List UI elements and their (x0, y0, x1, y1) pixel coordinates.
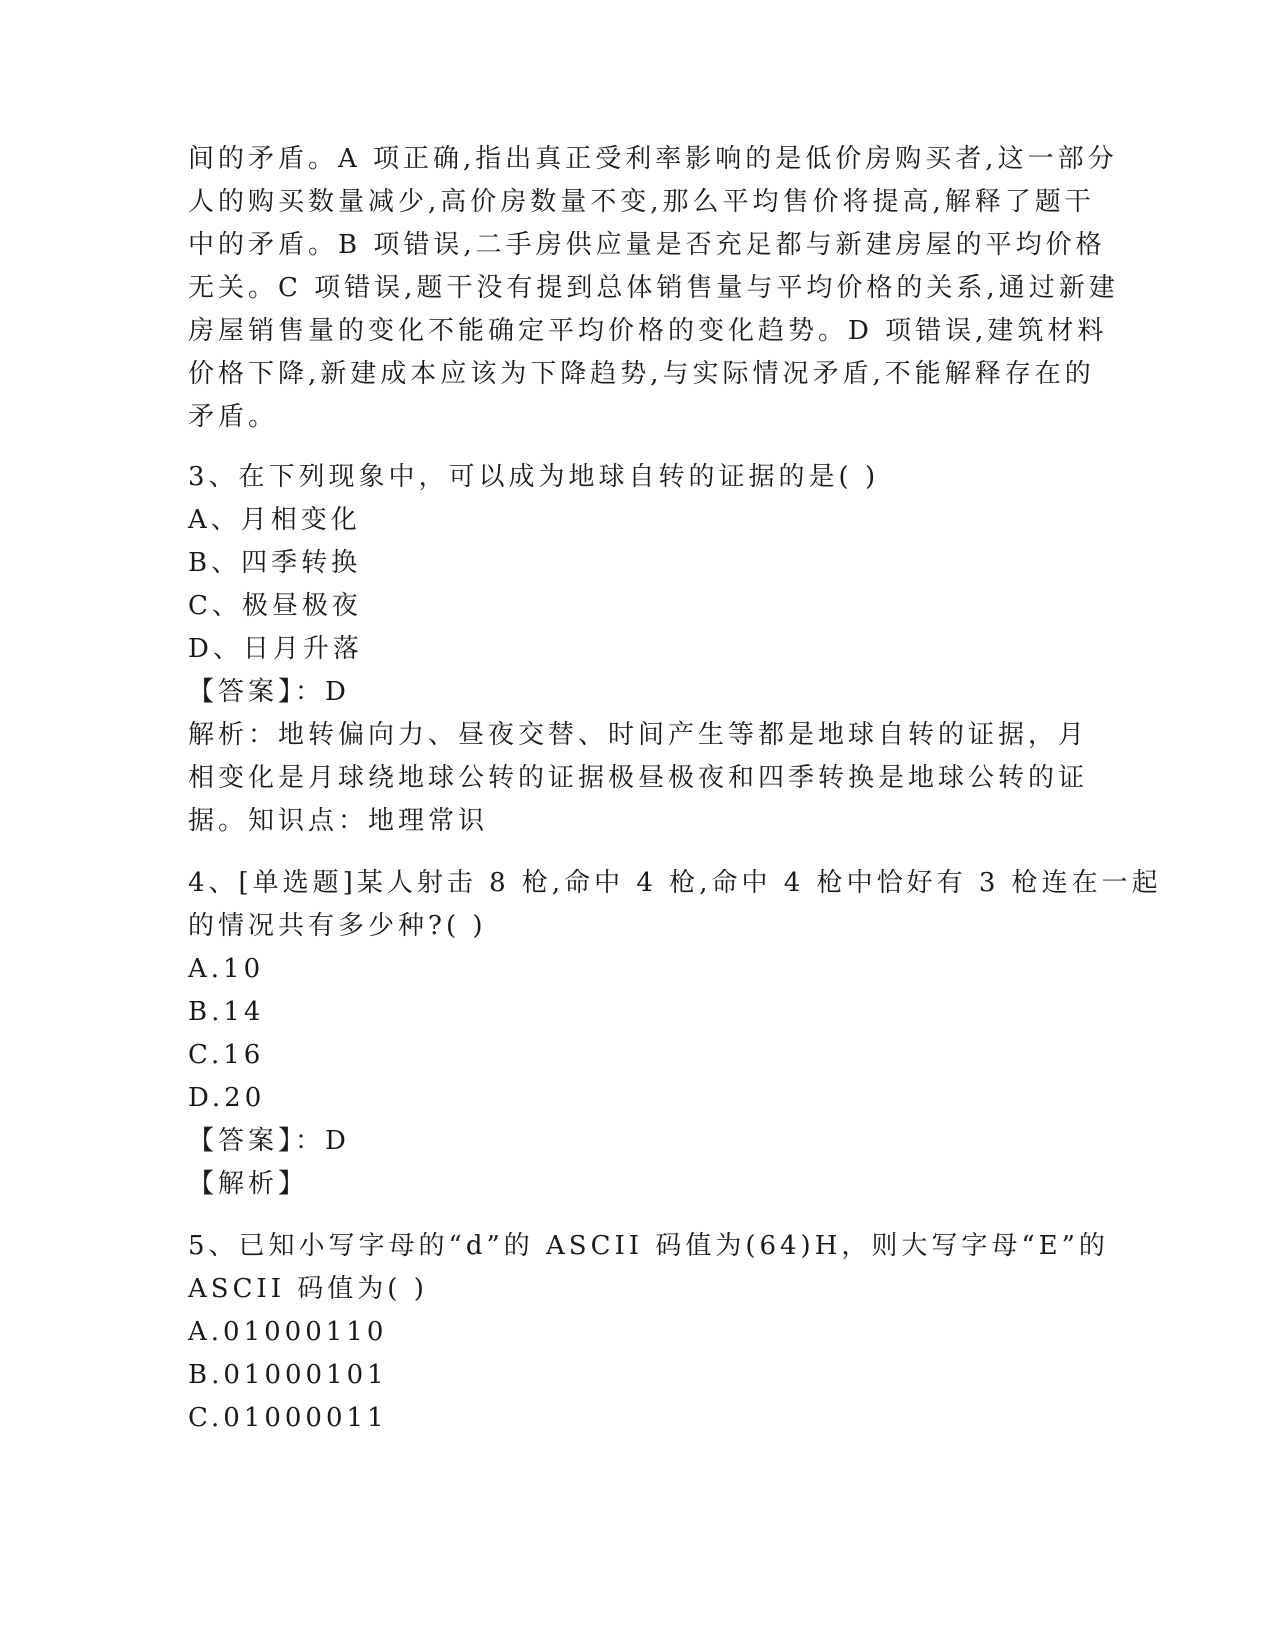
previous-analysis (188, 138, 1119, 439)
analysis-line: 据。知识点：地理常识 (188, 806, 489, 836)
option-c: C.16 (188, 1040, 265, 1070)
question-text: 的情况共有多少种?( ) (188, 911, 487, 941)
analysis-line: 无关。C 项错误,题干没有提到总体销售量与平均价格的关系,通过新建 (188, 273, 1119, 303)
option-b: B、四季转换 (188, 548, 362, 578)
analysis-line: 相变化是月球绕地球公转的证据极昼极夜和四季转换是地球公转的证 (188, 763, 1089, 793)
analysis-line: 房屋销售量的变化不能确定平均价格的变化趋势。D 项错误,建筑材料 (188, 316, 1108, 346)
option-d: D.20 (188, 1083, 266, 1113)
question-5 (188, 1225, 1109, 1440)
analysis-line: 解析：地转偏向力、昼夜交替、时间产生等都是地球自转的证据，月 (188, 720, 1089, 750)
analysis-heading: 【解析】 (188, 1169, 309, 1199)
option-b: B.14 (188, 997, 265, 1027)
question-text: ASCII 码值为( ) (188, 1274, 428, 1304)
option-a: A.01000110 (188, 1317, 388, 1347)
option-a: A、月相变化 (188, 505, 361, 535)
question-4 (188, 862, 1162, 1206)
analysis-line: 间的矛盾。A 项正确,指出真正受利率影响的是低价房购买者,这一部分 (188, 144, 1118, 174)
analysis-line: 人的购买数量减少,高价房数量不变,那么平均售价将提高,解释了题干 (188, 187, 1095, 217)
option-d: D、日月升落 (188, 634, 363, 664)
question-text: 5、已知小写字母的“d”的 ASCII 码值为(64)H，则大写字母“E”的 (188, 1231, 1109, 1261)
analysis-line: 中的矛盾。B 项错误,二手房供应量是否充足都与新建房屋的平均价格 (188, 230, 1106, 260)
option-c: C、极昼极夜 (188, 591, 362, 621)
answer: 【答案】：D (188, 1126, 350, 1156)
option-b: B.01000101 (188, 1360, 388, 1390)
document-page (188, 138, 1162, 1440)
answer: 【答案】：D (188, 677, 350, 707)
question-text: 3、在下列现象中，可以成为地球自转的证据的是( ) (188, 462, 880, 492)
analysis-line: 价格下降,新建成本应该为下降趋势,与实际情况矛盾,不能解释存在的 (188, 359, 1095, 389)
option-c: C.01000011 (188, 1403, 388, 1433)
analysis-line: 矛盾。 (188, 402, 279, 432)
option-a: A.10 (188, 954, 265, 984)
question-text: 4、[单选题]某人射击 8 枪,命中 4 枪,命中 4 枪中恰好有 3 枪连在一起 (188, 868, 1162, 898)
question-3 (188, 456, 1088, 843)
